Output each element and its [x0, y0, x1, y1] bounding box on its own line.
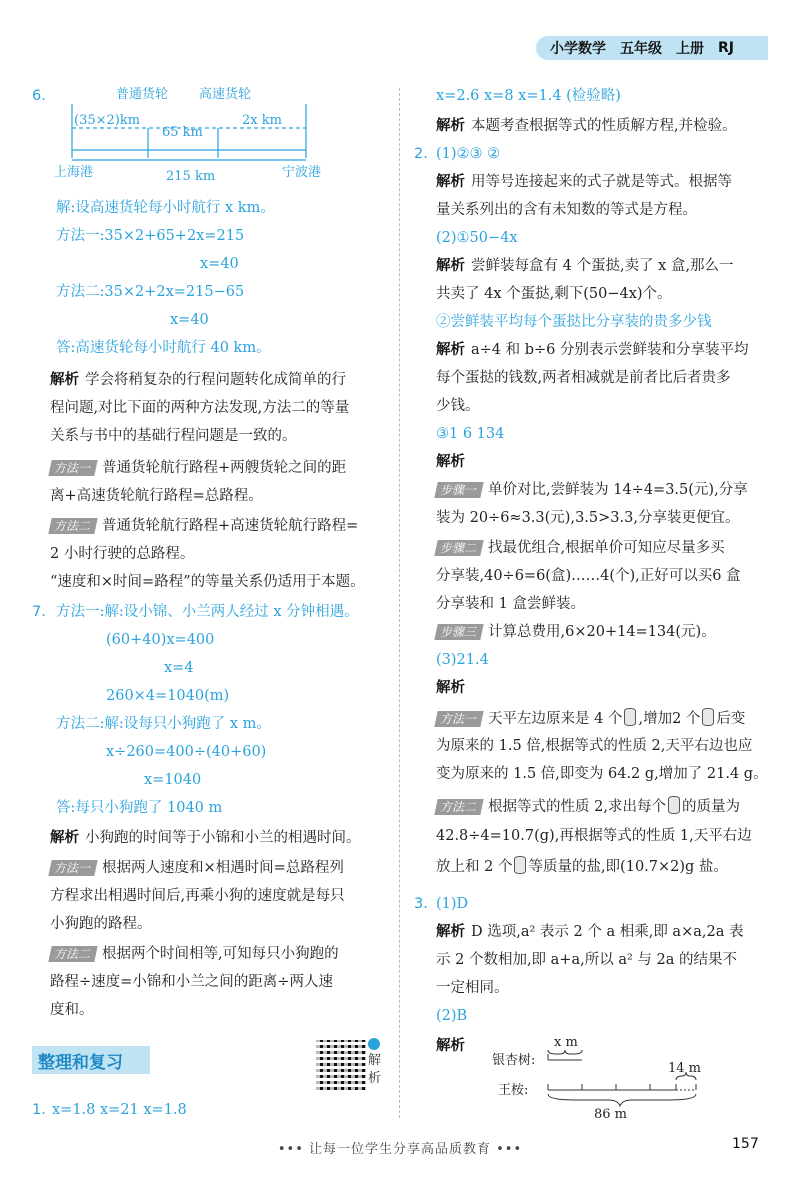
q6-analysis-1: 解析 学会将稍复杂的行程问题转化成简单的行	[50, 372, 346, 388]
q7-line-4: 260×4=1040(m)	[106, 688, 230, 704]
q2-method1-cont1: 为原来的 1.5 倍,根据等式的性质 2,天平右边也应	[436, 738, 753, 754]
q2-analysis-4-label: 解析	[436, 454, 465, 470]
diagram-seg3: 2x km	[242, 113, 282, 128]
book-header	[536, 36, 768, 60]
q6-line-6: 答:高速货轮每小时航行 40 km。	[56, 340, 271, 356]
q7-method1-cont1: 方程求出相遇时间后,再乘小狗的速度就是每只	[50, 888, 345, 904]
right-top-line: x=2.6 x=8 x=1.4 (检验略)	[436, 88, 621, 104]
q2-analysis-5-label: 解析	[436, 680, 465, 696]
play-icon	[368, 1038, 380, 1050]
weight-icon	[702, 708, 714, 726]
q3-number: 3.	[414, 896, 428, 912]
weight-icon	[624, 708, 636, 726]
q2-method2-cont1: 42.8÷4=10.7(g),再根据等式的性质 1,天平右边	[436, 828, 752, 844]
weight-icon	[514, 856, 526, 874]
q6-method2: 方法二 普通货轮航行路程+高速货轮航行路程=	[50, 516, 358, 536]
q2-analysis-3: 解析 a÷4 和 b÷6 分别表示尝鲜装和分享装平均	[436, 342, 749, 358]
q6-line-4: 方法二:35×2+2x=215−65	[56, 284, 245, 300]
q6-analysis-2: 程问题,对比下面的两种方法发现,方法二的等量	[50, 400, 350, 416]
diagram-14m: 14 m	[668, 1061, 702, 1076]
q2-analysis-2-cont: 共卖了 4x 个蛋挞,剩下(50−4x)个。	[436, 286, 672, 302]
qr-code-pattern	[316, 1040, 366, 1090]
q2-answer-2: (2)①50−4x	[436, 230, 518, 246]
q2-analysis-3-cont1: 每个蛋挞的钱数,两者相减就是前者比后者贵多	[436, 370, 731, 386]
q7-method1: 方法一 根据两人速度和×相遇时间=总路程列	[50, 858, 344, 878]
diagram-to: 宁波港	[282, 165, 322, 180]
q3-answer-1: (1)D	[436, 896, 469, 912]
q7-method1-cont2: 小狗跑的路程。	[50, 916, 152, 932]
grade: 五年级	[620, 41, 662, 57]
volume: 上册	[676, 41, 704, 57]
diagram-ship1: 普通货轮	[116, 87, 169, 102]
section-title: 整理和复习	[32, 1046, 150, 1074]
q6-line-2: 方法一:35×2+65+2x=215	[56, 228, 245, 244]
q6-method2-cont: 2 小时行驶的总路程。	[50, 546, 195, 562]
q2-analysis-2: 解析 尝鲜装每盒有 4 个蛋挞,卖了 x 盒,那么一	[436, 258, 734, 274]
q2-analysis-3-cont2: 少钱。	[436, 398, 480, 414]
q2-step2-cont2: 分享装和 1 盒尝鲜装。	[436, 596, 585, 612]
method1-tag: 方法一	[48, 460, 97, 476]
diagram-tree1: 银杏树:	[492, 1053, 536, 1068]
review-q1-number: 1.	[32, 1102, 46, 1118]
diagram-total: 215 km	[166, 169, 216, 182]
diagram-tree2: 王桉:	[498, 1083, 529, 1098]
diagram-xm: x m	[554, 1035, 578, 1050]
subject: 小学数学	[550, 41, 606, 57]
edition: RJ	[718, 40, 734, 56]
q2-step2-cont1: 分享装,40÷6=6(盒)……4(个),正好可以买6 盒	[436, 568, 741, 584]
q7-line-8: 答:每只小狗跑了 1040 m	[56, 800, 223, 816]
q7-analysis: 解析 小狗跑的时间等于小锦和小兰的相遇时间。	[50, 830, 361, 846]
q7-method2-cont1: 路程÷速度=小锦和小兰之间的距离÷两人速	[50, 974, 333, 990]
q2-answer-3: ②尝鲜装平均每个蛋挞比分享装的贵多少钱	[436, 314, 712, 330]
q6-analysis-3: 关系与书中的基础行程问题是一致的。	[50, 428, 297, 444]
weight-icon	[668, 796, 680, 814]
q2-step3: 步骤三 计算总费用,6×20+14=134(元)。	[436, 622, 716, 642]
diagram-seg1: (35×2)km	[74, 113, 141, 128]
q2-method1: 方法一 天平左边原来是 4 个 ,增加2 个 后变	[436, 708, 745, 729]
q2-step1: 步骤一 单价对比,尝鲜装为 14÷4=3.5(元),分享	[436, 480, 748, 500]
q6-note: “速度和×时间=路程”的等量关系仍适用于本题。	[50, 574, 365, 590]
qr-label: 解 析	[368, 1038, 384, 1088]
q7-line-5: 方法二:解:设每只小狗跑了 x m。	[56, 716, 271, 732]
diagram-from: 上海港	[54, 165, 94, 180]
right-analysis-1: 解析 本题考查根据等式的性质解方程,并检验。	[436, 118, 737, 134]
method2-tag: 方法二	[48, 518, 97, 534]
q6-number: 6.	[32, 88, 46, 104]
q7-line-2: (60+40)x=400	[106, 632, 215, 648]
q3-analysis-1-cont1: 示 2 个数相加,即 a+a,所以 a² 与 2a 的结果不	[436, 952, 737, 968]
q2-answer-5: (3)21.4	[436, 652, 489, 668]
q3-answer-2: (2)B	[436, 1008, 468, 1024]
q2-number: 2.	[414, 146, 428, 162]
q6-diagram	[54, 82, 344, 182]
q7-line-3: x=4	[164, 660, 194, 676]
q2-method2: 方法二 根据等式的性质 2,求出每个 的质量为	[436, 796, 740, 817]
q3-analysis-1: 解析 D 选项,a² 表示 2 个 a 相乘,即 a×a,2a 表	[436, 924, 744, 940]
q2-analysis-1-cont: 量关系列出的含有未知数的等式是方程。	[436, 202, 697, 218]
diagram-ship2: 高速货轮	[199, 87, 252, 102]
diagram-86m: 86 m	[594, 1107, 628, 1122]
q3-analysis-2-label: 解析	[436, 1038, 465, 1054]
review-q1-answer: x=1.8 x=21 x=1.8	[52, 1102, 187, 1118]
q6-method1: 方法一 普通货轮航行路程+两艘货轮之间的距	[50, 458, 346, 478]
column-divider	[399, 88, 400, 1118]
q6-line-5: x=40	[170, 312, 209, 328]
q2-answer-4: ③1 6 134	[436, 426, 505, 442]
q3-diagram	[486, 1030, 726, 1122]
q7-number: 7.	[32, 604, 46, 620]
q2-method1-cont2: 变为原来的 1.5 倍,即变为 64.2 g,增加了 21.4 g。	[436, 766, 768, 782]
q6-line-1: 解:设高速货轮每小时航行 x km。	[56, 200, 275, 216]
q6-line-3: x=40	[200, 256, 239, 272]
q6-method1-cont: 离+高速货轮航行路程=总路程。	[50, 488, 263, 504]
q2-answer-1: (1)②③ ②	[436, 146, 501, 162]
page-number: 157	[732, 1136, 759, 1152]
footer-slogan: ••• 让每一位学生分享高品质教育 •••	[277, 1142, 523, 1157]
q2-analysis-1: 解析 用等号连接起来的式子就是等式。根据等	[436, 174, 732, 190]
q7-line-6: x÷260=400÷(40+60)	[106, 744, 267, 760]
q2-step2: 步骤二 找最优组合,根据单价可知应尽量多买	[436, 538, 725, 558]
q7-method2: 方法二 根据两个时间相等,可知每只小狗跑的	[50, 944, 339, 964]
q7-method2-cont2: 度和。	[50, 1002, 94, 1018]
q7-line-7: x=1040	[144, 772, 202, 788]
diagram-seg2: 65 km	[162, 125, 203, 140]
analysis-label: 解析	[50, 372, 79, 388]
q2-method2-cont2: 放上和 2 个 等质量的盐,即(10.7×2)g 盐。	[436, 856, 728, 877]
q7-line-1: 方法一:解:设小锦、小兰两人经过 x 分钟相遇。	[56, 604, 359, 620]
q2-step1-cont: 装为 20÷6≈3.3(元),3.5>3.3,分享装更便宜。	[436, 510, 740, 526]
q3-analysis-1-cont2: 一定相同。	[436, 980, 509, 996]
